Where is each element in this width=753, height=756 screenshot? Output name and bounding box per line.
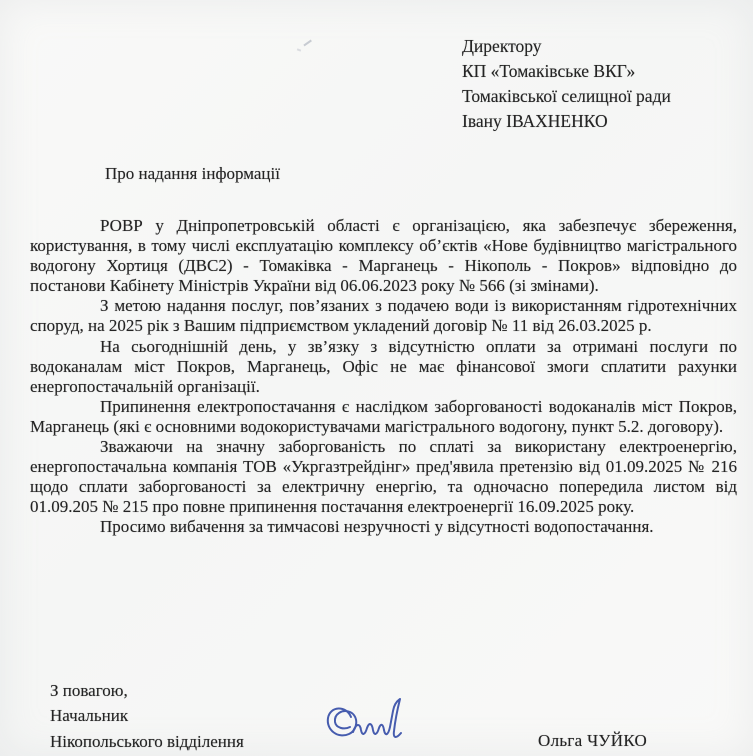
paragraph: Зважаючи на значну заборгованість по сплаті за використану електроенергію, енергопостачальна компанія ТОВ «Укргазтрейдінг» пред'явила претензію від 01.09.2025 № 216 щодо сплати заборгованості за електричну енергію, та одночасно попередила листом від 01.09.205 № 215 про повне припинення постачання електроенергії 16.09.2025 року.: [30, 437, 737, 517]
scan-speck: [297, 48, 301, 51]
signer-name: Ольга ЧУЙКО: [538, 731, 648, 750]
closing-salutation: З повагою,: [50, 681, 128, 700]
recipient-line: Івану ІВАХНЕНКО: [462, 111, 608, 131]
recipient-line: Директору: [462, 36, 542, 56]
scan-speck: [513, 45, 516, 48]
recipient-block: [462, 34, 671, 134]
letter-body: [30, 216, 737, 538]
paragraph: Просимо вибачення за тимчасові незручності у відсутності водопостачання.: [100, 517, 654, 537]
signer-title-line: Нікопольського відділення: [50, 731, 244, 751]
paragraph: З метою надання послуг, пов’язаних з подачею води із використанням гідротехнічних споруд, на 2025 рік з Вашим підприємством укладений договір № 11 від 26.03.2025 р.: [30, 296, 737, 336]
handwritten-signature: [320, 696, 420, 756]
scan-speck: [303, 40, 311, 46]
recipient-line: КП «Томаківське ВКГ»: [462, 61, 636, 81]
paragraph: РОВР у Дніпропетровській області є організацією, яка забезпечує збереження, користування, в тому числі експлуатацію комплексу об’єктів «Нове будівництво магістрального водогону Хортиця (ДВС2) - Томаківка - Марганець - Нікополь - Покров» відповідно до постанови Кабінету Міністрів України від 06.06.2023 року № 566 (зі змінами).: [30, 216, 737, 296]
paragraph: Припинення електропостачання є наслідком заборгованості водоканалів міст Покров, Марганець (які є основними водокористувачами магістрального водогону, пункт 5.2. договору).: [30, 396, 737, 436]
paragraph: На сьогоднішній день, у зв’язку з відсутністю оплати за отримані послуги по водоканалам міст Покров, Марганець, Офіс не має фінансової змоги сплатити рахунки енергопостачальній організації.: [30, 336, 737, 396]
recipient-line: Томаківської селищної ради: [462, 86, 671, 106]
signer-title-line: Начальник: [50, 706, 129, 726]
subject-line: Про надання інформації: [105, 164, 280, 183]
closing-block: [50, 678, 244, 754]
